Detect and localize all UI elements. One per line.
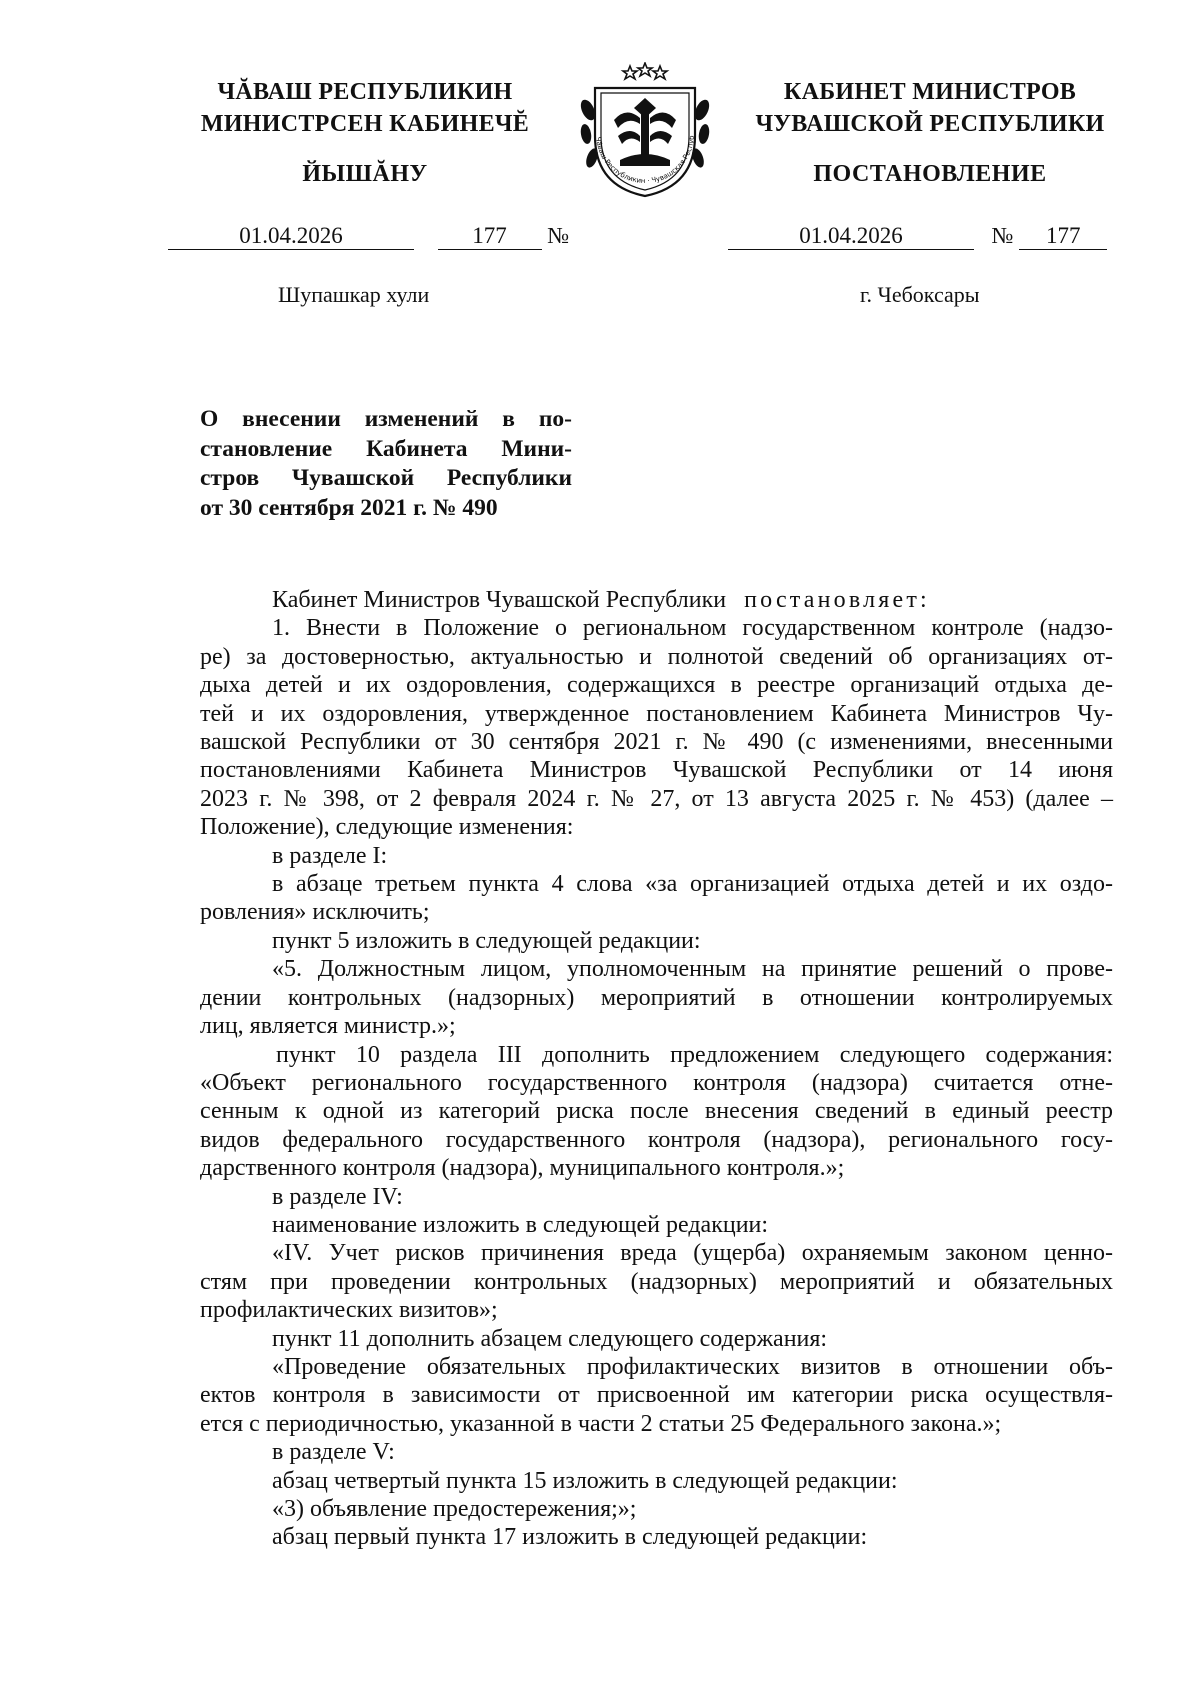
body-line: абзац первый пункта 17 изложить в следующей редакции: <box>272 1524 868 1551</box>
body-line: «5. Должностным лицом, уполномоченным на принятие решений о прове- <box>272 956 1113 983</box>
body-line: «IV. Учет рисков причинения вреда (ущерба) охраняемым законом ценно- <box>272 1240 1113 1267</box>
body-line: 1. Внести в Положение о региональном государственном контроле (надзо- <box>272 615 1113 642</box>
title-line: О внесении изменений в по- <box>200 406 572 432</box>
header-right-line1: КАБИНЕТ МИНИСТРОВ <box>783 79 1077 105</box>
document-title <box>200 405 572 523</box>
header-left-doc-type: ЙЫШĂНУ <box>302 161 428 187</box>
body-line: постановлениями Кабинета Министров Чувашской Республики от 14 июня <box>200 757 1113 784</box>
body-line: «Проведение обязательных профилактических визитов в отношении объ- <box>272 1353 1113 1380</box>
header-right-line2: ЧУВАШСКОЙ РЕСПУБЛИКИ <box>755 111 1105 137</box>
header-right-block <box>730 76 1130 190</box>
preamble-lead: Кабинет Министров Чувашской Республики <box>272 587 727 613</box>
body-line: в разделе IV: <box>272 1183 403 1210</box>
body-line: 2023 г. № 398, от 2 февраля 2024 г. № 27, от 13 августа 2025 г. № 453) (далее – <box>200 785 1113 812</box>
body-line: видов федерального государственного контроля (надзора), регионального госу- <box>200 1126 1113 1153</box>
document-body <box>200 586 1113 1552</box>
date-number-left <box>168 222 569 250</box>
title-line: стров Чувашской Республики <box>200 465 572 491</box>
body-line: дарственного контроля (надзора), муниципального контроля.»; <box>200 1155 845 1182</box>
body-line: лиц, является министр.»; <box>200 1013 456 1040</box>
body-line: ре) за достоверностью, актуальностью и полнотой сведений об организациях от- <box>200 643 1113 670</box>
header-right-doc-type: ПОСТАНОВЛЕНИЕ <box>813 161 1047 187</box>
body-line: Положение), следующие изменения: <box>200 814 574 841</box>
header-left-line1: ЧĂВАШ РЕСПУБЛИКИН <box>217 79 513 105</box>
header-left-line2: МИНИСТРСЕН КАБИНЕЧĔ <box>200 111 530 137</box>
body-line: «Объект регионального государственного контроля (надзора) считается отне- <box>200 1069 1113 1096</box>
body-line: ектов контроля в зависимости от присвоенной им категории риска осуществля- <box>200 1382 1113 1409</box>
body-line: стям при проведении контрольных (надзорных) мероприятий и обязательных <box>200 1268 1113 1295</box>
body-line: абзац четвертый пункта 15 изложить в следующей редакции: <box>272 1467 898 1494</box>
body-line: пункт 11 дополнить абзацем следующего содержания: <box>272 1325 828 1352</box>
date-number-right <box>728 222 1107 250</box>
coat-of-arms-icon <box>574 62 716 202</box>
body-line: наименование изложить в следующей редакции: <box>272 1211 769 1238</box>
body-line: тей и их оздоровления, утвержденное постановлением Кабинета Министров Чу- <box>200 700 1113 727</box>
city-right: г. Чебоксары <box>860 282 980 307</box>
number-left: 177 <box>438 223 542 250</box>
body-line: ется с периодичностью, указанной в части 2 статьи 25 Федерального закона.»; <box>200 1410 1002 1437</box>
title-line: становление Кабинета Мини- <box>200 435 572 462</box>
number-sign-left: № <box>547 223 570 248</box>
body-line: пункт 5 изложить в следующей редакции: <box>272 927 701 954</box>
body-line: вашской Республики от 30 сентября 2021 г. № 490 (с изменениями, внесенными <box>200 729 1113 756</box>
body-line: сенным к одной из категорий риска после внесения сведений в единый реестр <box>200 1098 1113 1125</box>
number-sign-right: № <box>991 223 1014 248</box>
date-right: 01.04.2026 <box>728 223 974 250</box>
body-line: дыха детей и их оздоровления, содержащихся в реестре организаций отдыха де- <box>200 672 1113 699</box>
title-line: от 30 сентября 2021 г. № 490 <box>200 494 498 521</box>
date-left: 01.04.2026 <box>168 223 414 250</box>
body-line: в абзаце третьем пункта 4 слова «за организацией отдыха детей и их оздо- <box>272 871 1113 898</box>
body-line: ровления» исключить; <box>200 899 430 926</box>
number-right: 177 <box>1019 223 1107 250</box>
city-left: Шупашкар хули <box>278 282 430 307</box>
body-line: профилактических визитов»; <box>200 1297 498 1324</box>
body-line: «3) объявление предостережения;»; <box>272 1496 637 1522</box>
preamble-action: постановляет: <box>744 587 930 613</box>
header-left-block <box>150 76 580 190</box>
body-line: в разделе V: <box>272 1439 395 1466</box>
body-line: дении контрольных (надзорных) мероприятий в отношении контролируемых <box>200 984 1113 1011</box>
preamble <box>200 586 1113 614</box>
emblem-ring-text: Чăваш Республикин · Чувашская Респуб <box>594 135 697 186</box>
body-line: пункт 10 раздела III дополнить предложением следующего содержания: <box>276 1041 1113 1068</box>
svg-text:Чăваш Республикин · Чувашская <box>574 62 696 185</box>
body-line: в разделе I: <box>272 842 388 869</box>
